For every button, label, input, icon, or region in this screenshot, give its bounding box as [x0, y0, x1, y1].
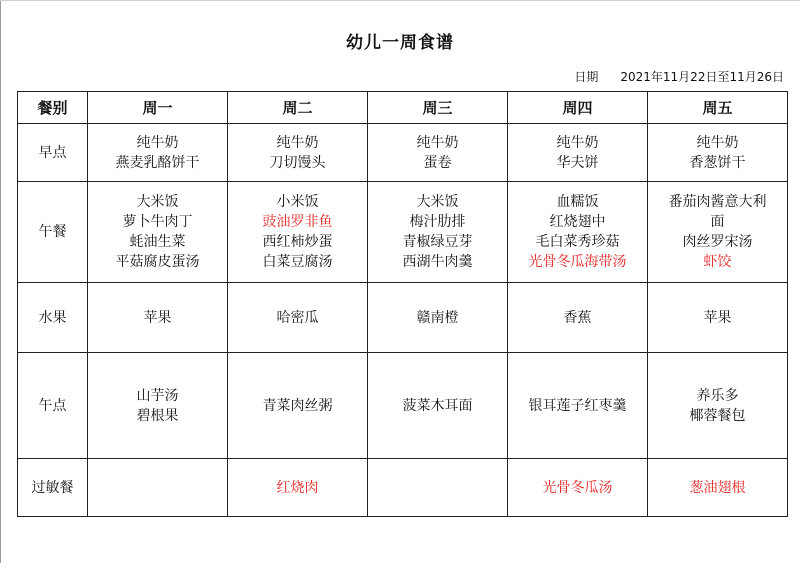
meal-label: 午餐	[18, 182, 88, 283]
menu-cell	[508, 283, 648, 353]
dish-item: 大米饭	[136, 194, 179, 210]
dish-item: 番茄肉酱意大利	[668, 194, 767, 210]
day-header-mon: 周一	[88, 92, 228, 124]
menu-cell	[88, 182, 228, 283]
dish-item: 毛白菜秀珍菇	[535, 234, 620, 250]
menu-cell	[508, 353, 648, 459]
menu-cell	[508, 182, 648, 283]
day-header-tue: 周二	[228, 92, 368, 124]
menu-cell	[228, 353, 368, 459]
menu-cell	[648, 353, 788, 459]
dish-item: 刀切馒头	[269, 154, 326, 171]
page-title: 幼儿一周食谱	[346, 33, 454, 53]
dish-item: 哈密瓜	[276, 309, 319, 326]
menu-cell	[648, 459, 788, 517]
dish-item: 梅汁肋排	[409, 214, 466, 230]
menu-cell	[368, 459, 508, 517]
dish-item: 平菇腐皮蛋汤	[115, 254, 200, 270]
window-left-border	[0, 0, 1, 563]
dish-item: 西红柿炒蛋	[262, 234, 333, 250]
dish-item: 红烧翅中	[549, 214, 606, 230]
menu-cell	[228, 283, 368, 353]
dish-item: 小米饭	[276, 194, 319, 210]
dish-item: 纯牛奶	[556, 134, 599, 151]
dish-item: 白菜豆腐汤	[262, 254, 333, 270]
table-row	[18, 353, 788, 459]
day-header-thu: 周四	[508, 92, 648, 124]
dish-item: 苹果	[703, 309, 732, 326]
menu-cell	[368, 283, 508, 353]
date-label: 日期	[574, 70, 599, 84]
menu-cell	[368, 124, 508, 182]
menu-cell	[88, 459, 228, 517]
menu-cell	[228, 124, 368, 182]
dish-item: 养乐多	[696, 387, 739, 404]
dish-item: 苹果	[143, 309, 172, 326]
menu-cell	[88, 124, 228, 182]
date-line	[574, 68, 784, 85]
menu-cell	[88, 353, 228, 459]
table-row	[18, 459, 788, 517]
table-row	[18, 124, 788, 182]
dish-item: 碧根果	[136, 407, 179, 424]
dish-item: 纯牛奶	[136, 134, 179, 151]
meal-label: 午点	[18, 353, 88, 459]
dish-item: 肉丝罗宋汤	[682, 234, 753, 250]
dish-item: 豉油罗非鱼	[262, 214, 333, 230]
menu-cell	[368, 182, 508, 283]
table-row	[18, 283, 788, 353]
weekly-menu-table	[17, 91, 788, 517]
dish-item: 蚝油生菜	[129, 234, 186, 250]
dish-item: 燕麦乳酪饼干	[115, 154, 200, 171]
meal-label: 过敏餐	[18, 459, 88, 517]
dish-item: 光骨冬瓜海带汤	[528, 254, 627, 270]
dish-item: 青椒绿豆芽	[402, 234, 473, 250]
dish-item: 蛋卷	[423, 154, 452, 171]
menu-cell	[368, 353, 508, 459]
dish-item: 香葱饼干	[689, 154, 746, 171]
table-header-row	[18, 92, 788, 124]
dish-item: 红烧肉	[276, 479, 319, 496]
dish-item: 虾饺	[703, 254, 732, 270]
menu-cell	[648, 182, 788, 283]
dish-item: 华夫饼	[556, 154, 599, 171]
dish-item: 纯牛奶	[696, 134, 739, 151]
dish-item: 大米饭	[416, 194, 459, 210]
dish-item: 银耳莲子红枣羹	[528, 397, 627, 414]
menu-cell	[88, 283, 228, 353]
dish-item: 面	[710, 214, 725, 230]
table-row	[18, 182, 788, 283]
dish-item: 山芋汤	[136, 387, 179, 404]
dish-item: 萝卜牛肉丁	[122, 214, 193, 230]
menu-cell	[508, 124, 648, 182]
menu-cell	[648, 283, 788, 353]
menu-cell	[228, 182, 368, 283]
dish-item: 青菜肉丝粥	[262, 397, 333, 414]
dish-item: 光骨冬瓜汤	[542, 479, 613, 496]
menu-cell	[508, 459, 648, 517]
dish-item: 椰蓉餐包	[689, 407, 746, 424]
menu-cell	[228, 459, 368, 517]
date-range: 2021年11月22日至11月26日	[620, 70, 784, 84]
meal-label: 早点	[18, 124, 88, 182]
window-top-border	[0, 0, 800, 1]
dish-item: 赣南橙	[416, 309, 459, 326]
meal-label: 水果	[18, 283, 88, 353]
day-header-wed: 周三	[368, 92, 508, 124]
dish-item: 纯牛奶	[416, 134, 459, 151]
menu-cell	[648, 124, 788, 182]
dish-item: 香蕉	[563, 309, 592, 326]
dish-item: 血糯饭	[556, 194, 599, 210]
day-header-fri: 周五	[648, 92, 788, 124]
dish-item: 菠菜木耳面	[402, 397, 473, 414]
dish-item: 纯牛奶	[276, 134, 319, 151]
dish-item: 葱油翅根	[689, 479, 746, 496]
dish-item: 西湖牛肉羹	[402, 254, 473, 270]
corner-header: 餐别	[18, 92, 88, 124]
